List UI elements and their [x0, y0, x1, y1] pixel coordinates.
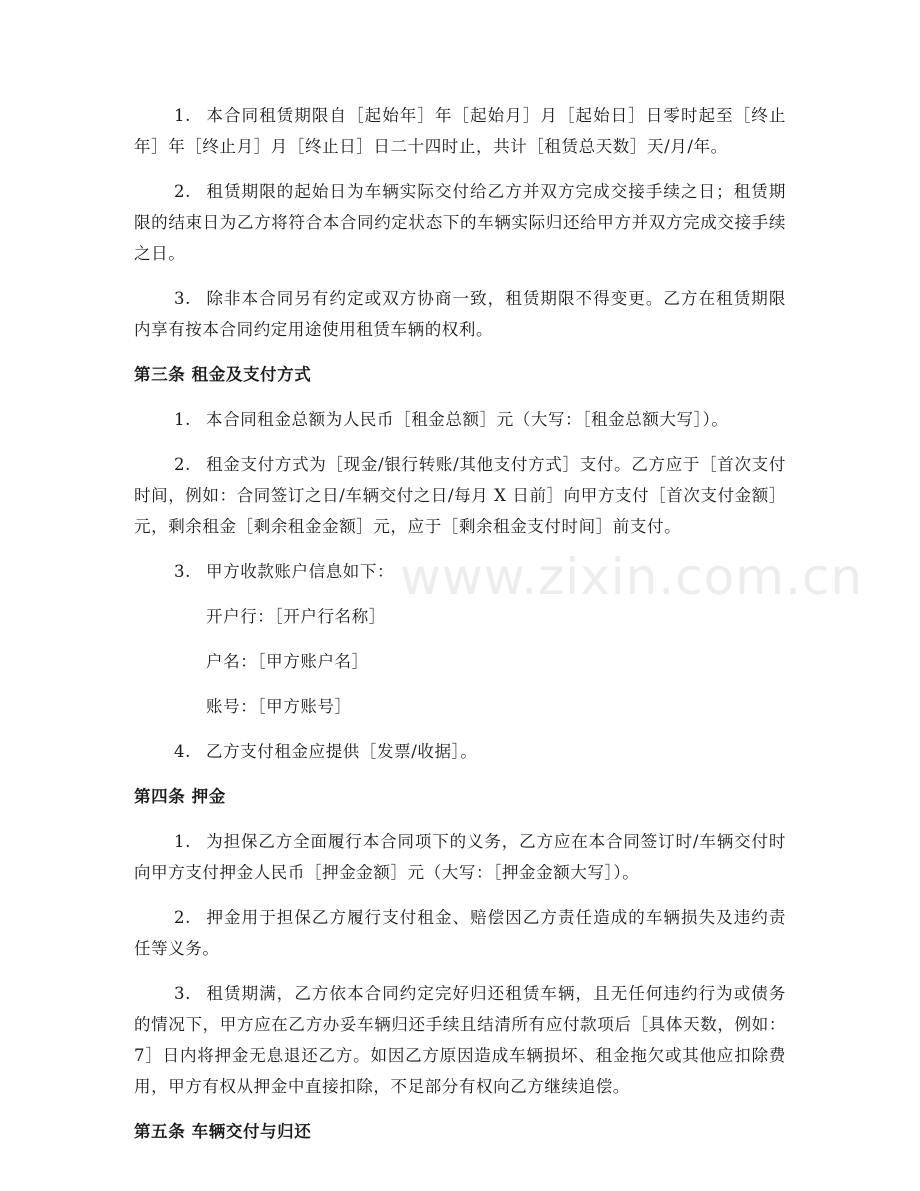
item-text: 甲方收款账户信息如下：	[206, 562, 395, 581]
item-text: 为担保乙方全面履行本合同项下的义务，乙方应在本合同签订时/车辆交付时向甲方支付押金人民币［押金金额］元（大写：［押金金额大写］）。	[134, 832, 786, 882]
item-number: 1.	[174, 832, 191, 851]
item-number: 1.	[174, 106, 191, 125]
clause-4-item-3	[134, 978, 786, 1102]
item-number: 3.	[174, 289, 191, 308]
clause-3-item-4	[134, 736, 786, 767]
item-text: 押金用于担保乙方履行支付租金、赔偿因乙方责任造成的车辆损失及违约责任等义务。	[134, 908, 786, 958]
item-text: 本合同租金总额为人民币［租金总额］元（大写：［租金总额大写］）。	[206, 410, 729, 429]
clause-2-item-3	[134, 283, 786, 345]
item-text: 租赁期限的起始日为车辆实际交付给乙方并双方完成交接手续之日；租赁期限的结束日为乙方将符合本合同约定状态下的车辆实际归还给甲方并双方完成交接手续之日。	[134, 182, 786, 263]
account-number-line: 账号：［甲方账号］	[206, 697, 352, 716]
item-number: 4.	[174, 742, 191, 761]
section-heading-article-3: 第三条 租金及支付方式	[134, 365, 312, 384]
clause-3-item-3	[134, 556, 786, 587]
item-text: 乙方支付租金应提供［发票/收据］。	[206, 742, 478, 761]
item-text: 除非本合同另有约定或双方协商一致，租赁期限不得变更。乙方在租赁期限内享有按本合同约定用途使用租赁车辆的权利。	[134, 289, 786, 339]
watermark: www.zixin.com.cn	[400, 548, 864, 606]
clause-4-item-1	[134, 826, 786, 888]
section-heading-article-4: 第四条 押金	[134, 787, 226, 806]
clause-2-item-2	[134, 176, 786, 269]
clause-3-item-2	[134, 449, 786, 542]
item-text: 本合同租赁期限自［起始年］年［起始月］月［起始日］日零时起至［终止年］年［终止月］月［终止日］日二十四时止，共计［租赁总天数］天/月/年。	[134, 106, 786, 156]
item-number: 3.	[174, 984, 191, 1003]
document-page	[134, 100, 786, 1161]
item-number: 3.	[174, 562, 191, 581]
item-number: 2.	[174, 455, 191, 474]
clause-4-item-2	[134, 902, 786, 964]
item-text: 租赁期满，乙方依本合同约定完好归还租赁车辆，且无任何违约行为或债务的情况下，甲方应在乙方办妥车辆归还手续且结清所有应付款项后［具体天数，例如：7］日内将押金无息退还乙方。如因乙方原因造成车辆损坏、租金拖欠或其他应扣除费用，甲方有权从押金中直接扣除，不足部分有权向乙方继续追偿。	[134, 984, 786, 1096]
item-text: 租金支付方式为［现金/银行转账/其他支付方式］支付。乙方应于［首次支付时间，例如：合同签订之日/车辆交付之日/每月 X 日前］向甲方支付［首次支付金额］元，剩余租金［剩余租金金额］元，应于［剩余租金支付时间］前支付。	[134, 455, 786, 536]
account-name-line: 户名：［甲方账户名］	[206, 652, 369, 671]
item-number: 2.	[174, 908, 191, 927]
clause-2-item-1	[134, 100, 786, 162]
clause-3-item-1	[134, 404, 786, 435]
section-heading-article-5: 第五条 车辆交付与归还	[134, 1122, 312, 1141]
item-number: 2.	[174, 182, 191, 201]
item-number: 1.	[174, 410, 191, 429]
bank-name-line: 开户行：［开户行名称］	[206, 607, 386, 626]
